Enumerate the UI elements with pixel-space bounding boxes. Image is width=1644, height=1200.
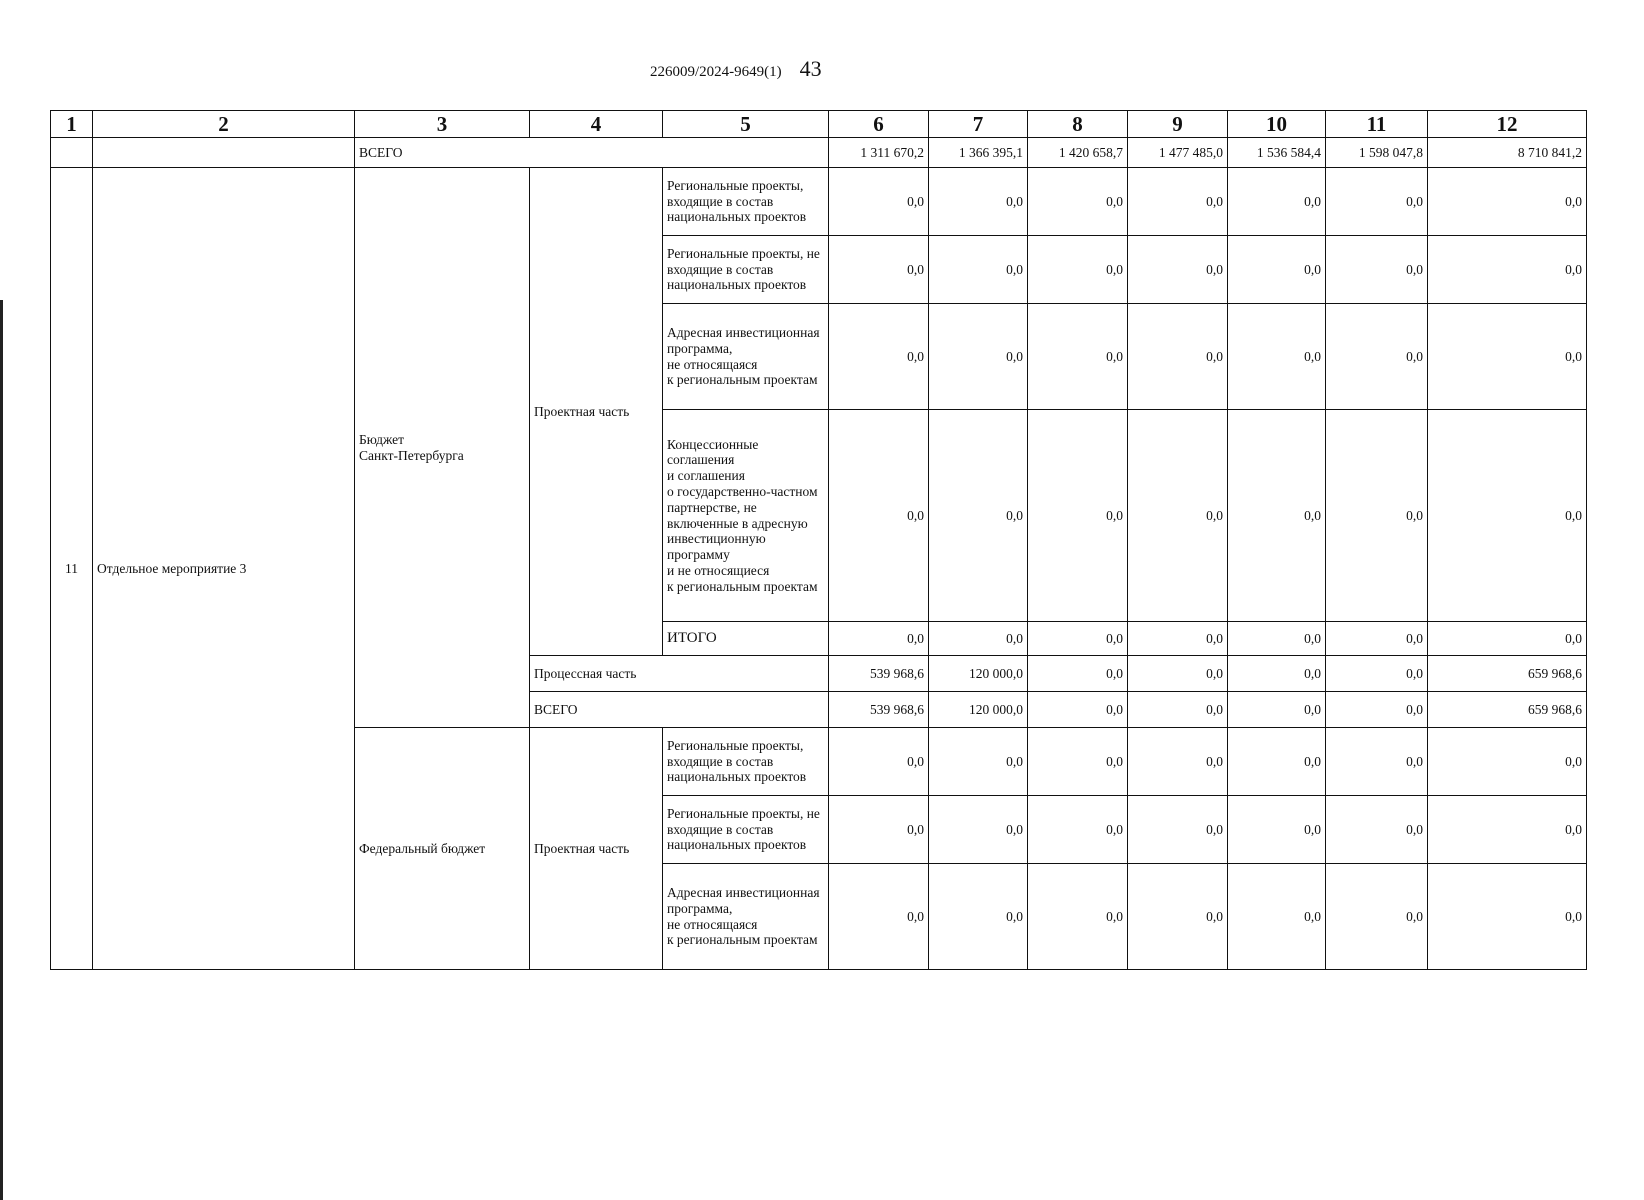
- value-cell: 0,0: [929, 168, 1028, 236]
- value-cell: 1 477 485,0: [1128, 138, 1228, 168]
- col-num-7: 7: [929, 111, 1028, 138]
- value-cell: 0,0: [929, 410, 1028, 622]
- column-number-row: [51, 111, 1587, 138]
- value-cell: 659 968,6: [1428, 692, 1587, 728]
- value-cell: 0,0: [1028, 692, 1128, 728]
- value-cell: 0,0: [1028, 304, 1128, 410]
- value-cell: 1 366 395,1: [929, 138, 1028, 168]
- value-cell: 0,0: [1028, 168, 1128, 236]
- value-cell: 659 968,6: [1428, 656, 1587, 692]
- value-cell: 0,0: [1028, 622, 1128, 656]
- col-num-2: 2: [93, 111, 355, 138]
- value-cell: 0,0: [1228, 796, 1326, 864]
- budget-table-container: [50, 110, 1586, 970]
- value-cell: 0,0: [1128, 656, 1228, 692]
- value-cell: 0,0: [1228, 410, 1326, 622]
- value-cell: 0,0: [829, 236, 929, 304]
- value-cell: 0,0: [829, 168, 929, 236]
- value-cell: 0,0: [1326, 656, 1428, 692]
- value-cell: 0,0: [1228, 692, 1326, 728]
- grand-total-label: ВСЕГО: [355, 138, 829, 168]
- value-cell: 0,0: [1326, 692, 1428, 728]
- value-cell: 0,0: [1028, 410, 1128, 622]
- col-num-6: 6: [829, 111, 929, 138]
- funding-source-federal: Федеральный бюджет: [355, 728, 530, 970]
- value-cell: 0,0: [929, 622, 1028, 656]
- value-cell: 0,0: [1326, 236, 1428, 304]
- col-num-9: 9: [1128, 111, 1228, 138]
- empty-cell: [93, 138, 355, 168]
- value-cell: 0,0: [829, 864, 929, 970]
- value-cell: 0,0: [1326, 728, 1428, 796]
- value-cell: 0,0: [1128, 304, 1228, 410]
- value-cell: 0,0: [1326, 304, 1428, 410]
- value-cell: 0,0: [1128, 410, 1228, 622]
- value-cell: 0,0: [1228, 168, 1326, 236]
- funding-source-spb: Бюджет Санкт-Петербурга: [355, 168, 530, 728]
- item-number: 11: [51, 168, 93, 970]
- value-cell: 0,0: [1028, 728, 1128, 796]
- col-num-11: 11: [1326, 111, 1428, 138]
- row-label: Адресная инвестиционная программа, не относящаяся к региональным проектам: [663, 864, 829, 970]
- value-cell: 0,0: [929, 864, 1028, 970]
- budget-table: [50, 110, 1587, 970]
- value-cell: 0,0: [1128, 622, 1228, 656]
- value-cell: 120 000,0: [929, 692, 1028, 728]
- value-cell: 0,0: [1128, 692, 1228, 728]
- value-cell: 0,0: [1128, 864, 1228, 970]
- col-num-5: 5: [663, 111, 829, 138]
- value-cell: 0,0: [829, 410, 929, 622]
- row-label: Региональные проекты, входящие в состав национальных проектов: [663, 728, 829, 796]
- table-row: [51, 168, 1587, 236]
- value-cell: 0,0: [1428, 864, 1587, 970]
- value-cell: 0,0: [1228, 656, 1326, 692]
- row-label: Адресная инвестиционная программа, не относящаяся к региональным проектам: [663, 304, 829, 410]
- row-label: Региональные проекты, не входящие в состав национальных проектов: [663, 796, 829, 864]
- value-cell: 0,0: [1326, 864, 1428, 970]
- value-cell: 0,0: [1128, 236, 1228, 304]
- value-cell: 1 420 658,7: [1028, 138, 1128, 168]
- value-cell: 0,0: [1326, 796, 1428, 864]
- value-cell: 0,0: [1028, 796, 1128, 864]
- page-number: 43: [799, 56, 822, 81]
- value-cell: 0,0: [1228, 864, 1326, 970]
- value-cell: 0,0: [1428, 410, 1587, 622]
- item-name: Отдельное мероприятие 3: [93, 168, 355, 970]
- value-cell: 0,0: [829, 622, 929, 656]
- value-cell: 0,0: [1228, 236, 1326, 304]
- value-cell: 539 968,6: [829, 692, 929, 728]
- value-cell: 0,0: [829, 796, 929, 864]
- grand-total-row: [51, 138, 1587, 168]
- value-cell: 0,0: [1128, 796, 1228, 864]
- row-label: Концессионные соглашения и соглашения о государственно-частном партнерстве, не включенные в адресную инвестиционную программу и не относящиеся к региональным проектам: [663, 410, 829, 622]
- value-cell: 0,0: [929, 304, 1028, 410]
- col-num-8: 8: [1028, 111, 1128, 138]
- value-cell: 0,0: [1228, 728, 1326, 796]
- col-num-4: 4: [530, 111, 663, 138]
- value-cell: 539 968,6: [829, 656, 929, 692]
- value-cell: 0,0: [1326, 410, 1428, 622]
- value-cell: 0,0: [1428, 236, 1587, 304]
- col-num-3: 3: [355, 111, 530, 138]
- project-part-spb: Проектная часть: [530, 168, 663, 656]
- value-cell: 0,0: [1028, 864, 1128, 970]
- row-label: ИТОГО: [663, 622, 829, 656]
- empty-cell: [51, 138, 93, 168]
- value-cell: 0,0: [1128, 168, 1228, 236]
- value-cell: 1 311 670,2: [829, 138, 929, 168]
- value-cell: 0,0: [1028, 656, 1128, 692]
- value-cell: 0,0: [1326, 168, 1428, 236]
- value-cell: 0,0: [829, 304, 929, 410]
- value-cell: 0,0: [929, 796, 1028, 864]
- value-cell: 120 000,0: [929, 656, 1028, 692]
- process-part-label: Процессная часть: [530, 656, 829, 692]
- project-part-federal: Проектная часть: [530, 728, 663, 970]
- value-cell: 0,0: [929, 236, 1028, 304]
- value-cell: 0,0: [1428, 622, 1587, 656]
- col-num-1: 1: [51, 111, 93, 138]
- value-cell: 0,0: [1428, 728, 1587, 796]
- value-cell: 0,0: [929, 728, 1028, 796]
- row-label: Региональные проекты, не входящие в состав национальных проектов: [663, 236, 829, 304]
- value-cell: 1 536 584,4: [1228, 138, 1326, 168]
- document-id: 226009/2024-9649(1): [650, 64, 782, 80]
- page-header: [650, 56, 822, 82]
- value-cell: 0,0: [1428, 168, 1587, 236]
- value-cell: 0,0: [829, 728, 929, 796]
- value-cell: 8 710 841,2: [1428, 138, 1587, 168]
- value-cell: 0,0: [1028, 236, 1128, 304]
- scan-edge: [0, 300, 3, 1200]
- value-cell: 0,0: [1326, 622, 1428, 656]
- value-cell: 0,0: [1128, 728, 1228, 796]
- value-cell: 0,0: [1428, 796, 1587, 864]
- col-num-12: 12: [1428, 111, 1587, 138]
- col-num-10: 10: [1228, 111, 1326, 138]
- value-cell: 1 598 047,8: [1326, 138, 1428, 168]
- value-cell: 0,0: [1428, 304, 1587, 410]
- value-cell: 0,0: [1228, 304, 1326, 410]
- row-label: Региональные проекты, входящие в состав национальных проектов: [663, 168, 829, 236]
- value-cell: 0,0: [1228, 622, 1326, 656]
- spb-total-label: ВСЕГО: [530, 692, 829, 728]
